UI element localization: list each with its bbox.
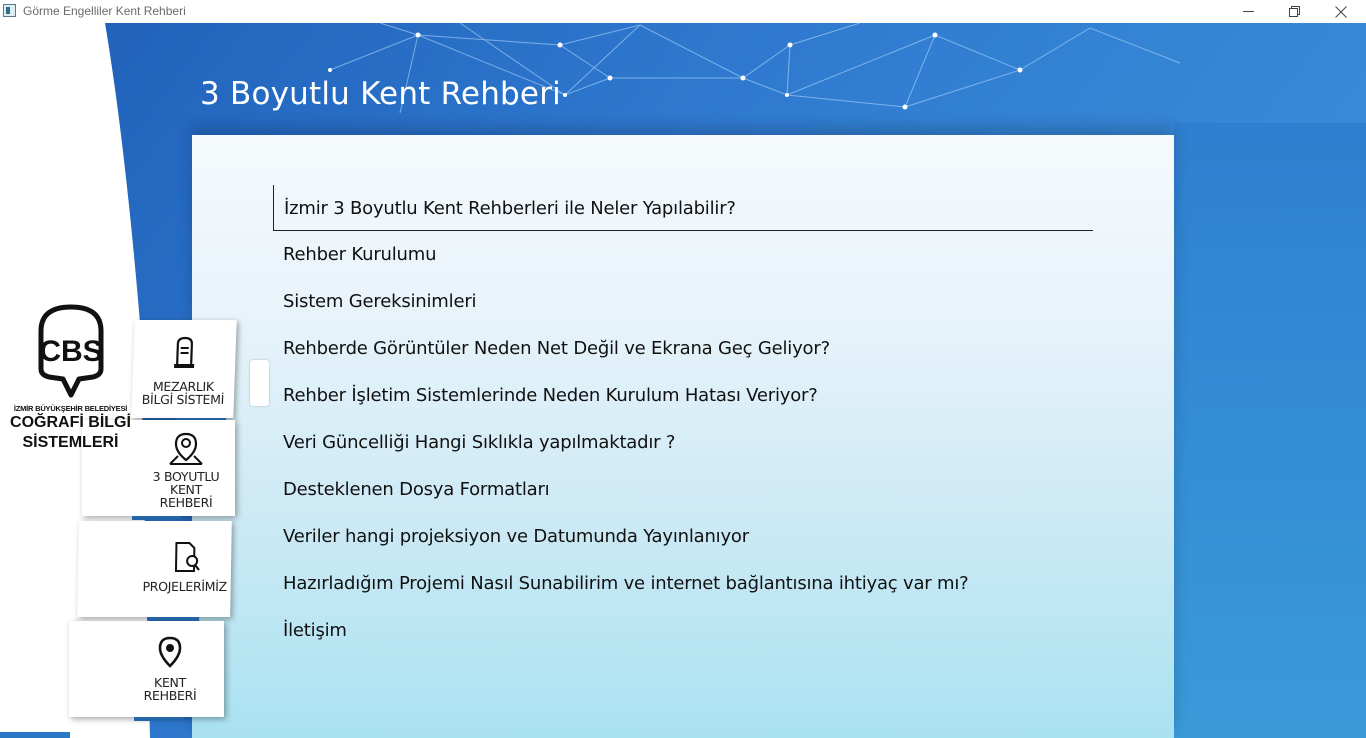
faq-item-projection[interactable]: Veriler hangi projeksiyon ve Datumunda Yayınlanıyor	[283, 526, 749, 547]
faq-item-data-update[interactable]: Veri Güncelliği Hangi Sıklıkla yapılmaktadır ?	[283, 432, 676, 453]
panel-toggle-handle[interactable]	[250, 360, 269, 406]
app-icon	[3, 4, 16, 17]
close-button[interactable]	[1318, 0, 1364, 23]
faq-item-image-quality[interactable]: Rehberde Görüntüler Neden Net Değil ve Ekrana Geç Geliyor?	[283, 338, 830, 359]
nav-card-projects[interactable]	[77, 521, 232, 617]
map-person-pin-icon	[166, 430, 206, 466]
faq-item-file-formats[interactable]: Desteklenen Dosya Formatları	[283, 479, 550, 500]
faq-list	[273, 185, 1093, 654]
page-title: 3 Boyutlu Kent Rehberi	[200, 76, 561, 112]
nav-card-strip	[132, 516, 182, 520]
faq-item-system-requirements[interactable]: Sistem Gereksinimleri	[283, 291, 477, 312]
restore-icon	[1289, 6, 1301, 18]
nav-card-strip	[134, 717, 184, 721]
nav-label-line1: PROJELERİMİZ	[142, 579, 227, 594]
faq-item-installation[interactable]: Rehber Kurulumu	[283, 244, 437, 265]
nav-label-line1: 3 BOYUTLU	[152, 469, 220, 484]
minimize-icon	[1243, 6, 1255, 18]
faq-item-present-project[interactable]: Hazırladığım Projemi Nasıl Sunabilirim ve internet bağlantısına ihtiyaç var mı?	[283, 573, 969, 594]
document-search-icon	[172, 541, 203, 575]
restore-button[interactable]	[1272, 0, 1318, 23]
faq-item-contact[interactable]: İletişim	[283, 620, 347, 641]
logo-acronym: CBS	[38, 335, 103, 368]
nav-label-line2: REHBERİ	[143, 688, 197, 703]
faq-item-install-error[interactable]: Rehber İşletim Sistemlerinde Neden Kurulum Hatası Veriyor?	[283, 385, 818, 406]
tombstone-icon	[171, 336, 198, 370]
nav-card-city-guide[interactable]	[69, 621, 224, 717]
window-title: Görme Engelliler Kent Rehberi	[23, 4, 186, 18]
bottom-accent-bar	[0, 732, 70, 738]
nav-card-cemetery[interactable]	[131, 320, 236, 418]
minimize-button[interactable]	[1226, 0, 1272, 23]
nav-label-line2: BİLGİ SİSTEMİ	[141, 392, 225, 407]
close-icon	[1335, 6, 1347, 18]
nav-label-line3: REHBERİ	[159, 495, 213, 510]
window-titlebar	[0, 0, 1366, 23]
logo-name-line1: COĞRAFİ BİLGİ	[10, 414, 131, 431]
cbs-logo	[8, 303, 133, 453]
faq-item-what-can-be-done[interactable]: İzmir 3 Boyutlu Kent Rehberleri ile Neler Yapılabilir?	[273, 185, 1093, 231]
map-pin-icon	[157, 636, 183, 668]
logo-org-line: İZMİR BÜYÜKŞEHİR BELEDİYESİ	[13, 404, 128, 413]
cbs-logo-icon	[35, 303, 107, 403]
nav-label-line1: KENT	[154, 675, 186, 690]
nav-label-line1: MEZARLIK	[152, 379, 215, 394]
logo-name-line2: SİSTEMLERİ	[22, 434, 119, 451]
nav-label-line2: KENT	[170, 482, 202, 497]
